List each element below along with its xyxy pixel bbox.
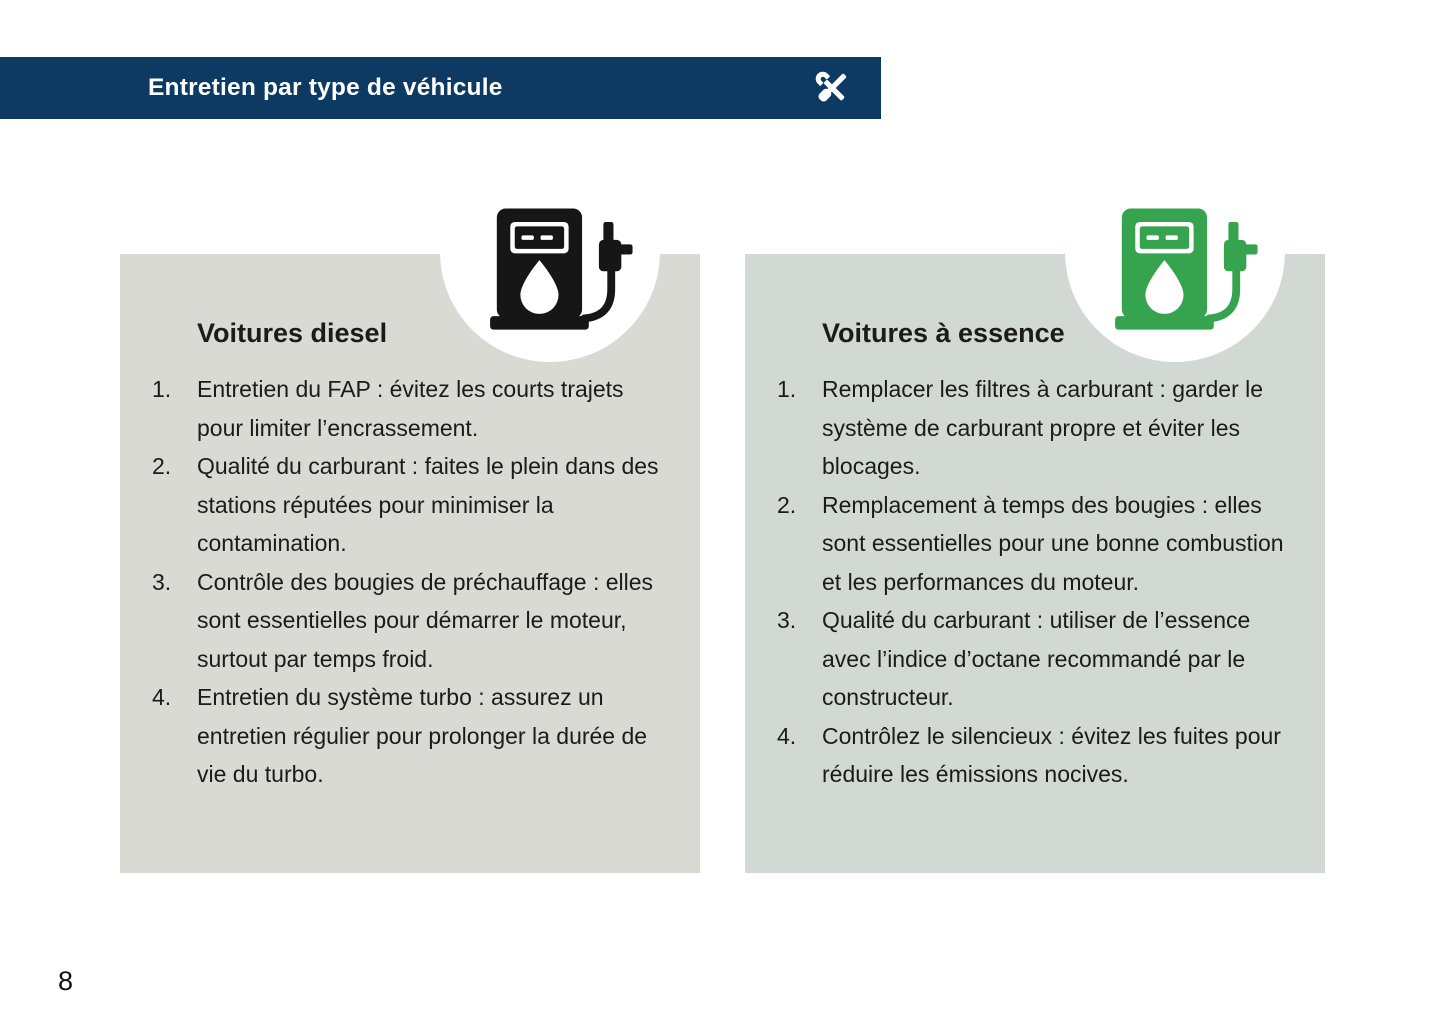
card-essence — [745, 254, 1325, 873]
item-number: 3. — [777, 607, 797, 633]
fuel-pump-icon — [1115, 204, 1261, 333]
item-text: Contrôle des bougies de préchauffage : elles sont essentielles pour démarrer le moteur, surtout par temps froid. — [197, 568, 654, 672]
header-bar — [0, 57, 881, 119]
list-item — [152, 563, 672, 679]
list-item — [777, 486, 1297, 602]
item-number: 4. — [152, 684, 172, 710]
item-number: 2. — [152, 453, 172, 479]
item-number: 4. — [777, 722, 797, 749]
list-item — [777, 370, 1297, 486]
card-title-diesel: Voitures diesel — [197, 318, 388, 348]
item-number: 3. — [152, 568, 172, 595]
list-item — [152, 370, 672, 447]
item-text: Entretien du FAP : évitez les courts trajets pour limiter l’encrassement. — [197, 376, 624, 441]
diesel-list — [120, 370, 700, 794]
page-number: 8 — [58, 966, 74, 996]
list-item — [777, 717, 1297, 794]
item-text: Contrôlez le silencieux : évitez les fuites pour réduire les émissions nocives. — [822, 722, 1281, 787]
item-text: Remplacer les filtres à carburant : garder le système de carburant propre et éviter les blocages. — [822, 376, 1264, 479]
card-title-essence: Voitures à essence — [822, 318, 1065, 348]
list-item — [777, 601, 1297, 717]
list-item — [152, 678, 672, 794]
essence-list — [745, 370, 1325, 794]
item-number: 1. — [152, 376, 172, 402]
page-title: Entretien par type de véhicule — [148, 74, 503, 101]
item-number: 2. — [777, 491, 797, 518]
item-text: Qualité du carburant : utiliser de l’essence avec l’indice d’octane recommandé par le constructeur. — [822, 607, 1251, 710]
item-number: 1. — [777, 376, 797, 402]
card-diesel — [120, 254, 700, 873]
list-item — [152, 447, 672, 563]
item-text: Qualité du carburant : faites le plein dans des stations réputées pour minimiser la contamination. — [197, 453, 659, 556]
item-text: Entretien du système turbo : assurez un entretien régulier pour prolonger la durée de vie du turbo. — [197, 684, 648, 787]
tools-icon — [811, 67, 853, 109]
fuel-pump-icon — [490, 204, 636, 333]
item-text: Remplacement à temps des bougies : elles sont essentielles pour une bonne combustion et les performances du moteur. — [822, 491, 1284, 595]
